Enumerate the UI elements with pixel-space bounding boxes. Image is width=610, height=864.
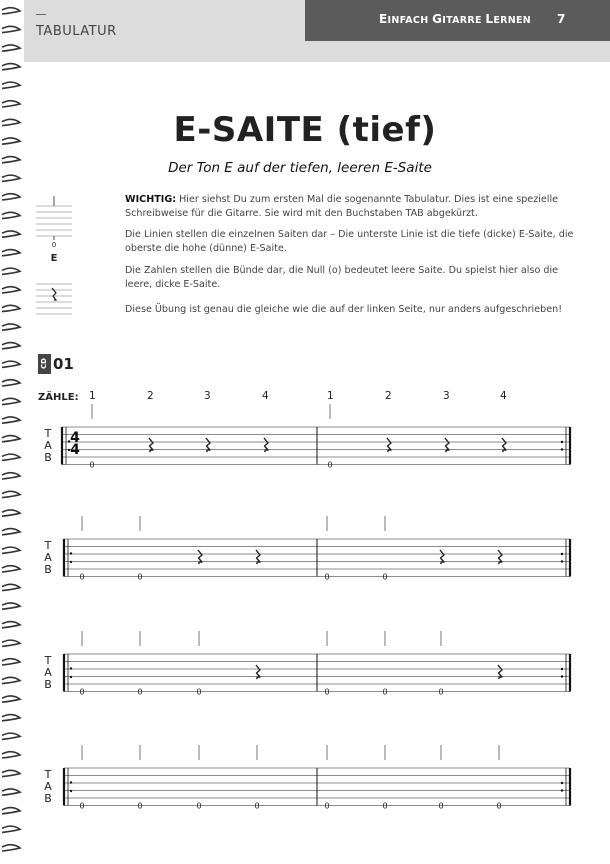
fret-number: 0: [196, 801, 202, 811]
rest-symbol: [502, 438, 506, 452]
tab-clef-letter: B: [44, 451, 52, 464]
count-beat: 1: [89, 390, 96, 402]
tab-system: [44, 745, 570, 811]
repeat-dot: [561, 553, 563, 555]
tab-clef-letter: T: [44, 539, 52, 552]
count-beat: 1: [327, 390, 334, 402]
tab-clef-letter: A: [44, 780, 52, 793]
time-signature-digit: 4: [70, 430, 80, 446]
fret-number: 0: [324, 687, 330, 697]
repeat-dot: [70, 781, 72, 783]
repeat-dot: [70, 790, 72, 792]
tab-clef-letter: A: [44, 666, 52, 679]
rest-symbol: [264, 438, 268, 452]
rest-symbol: [206, 438, 210, 452]
track-number: 01: [53, 355, 74, 373]
count-beat: 2: [385, 390, 392, 402]
lesson-title: E-SAITE (tief): [173, 110, 437, 150]
tab-system: [44, 516, 570, 582]
repeat-dot: [561, 441, 563, 443]
fret-number: 0: [254, 801, 260, 811]
repeat-dot: [70, 667, 72, 669]
rest-symbol: [498, 550, 502, 564]
paragraph-important: WICHTIG: Hier siehst Du zum ersten Mal die sogenannte Tabulatur. Dies ist eine spezielle Schreibweise für die Gitarre. Sie wird mit den Buchstaben TAB abgekürzt.: [125, 194, 559, 219]
repeat-dot: [561, 448, 563, 450]
tab-clef-letter: T: [44, 768, 52, 781]
tab-clef-letter: T: [44, 427, 52, 440]
rest-symbol: [498, 665, 502, 679]
fret-number: 0: [438, 801, 444, 811]
fret-number: 0: [324, 572, 330, 582]
lesson-subtitle: Der Ton E auf der tiefen, leeren E-Saite: [168, 160, 432, 176]
fret-number: 0: [382, 572, 388, 582]
fret-number: 0: [382, 801, 388, 811]
mini-note-name: E: [50, 253, 58, 264]
fret-number: 0: [79, 687, 85, 697]
rest-symbol: [256, 665, 260, 679]
fret-number: 0: [496, 801, 502, 811]
rest-symbol: [256, 550, 260, 564]
rest-symbol: [198, 550, 202, 564]
fret-number: 0: [438, 687, 444, 697]
repeat-dot: [561, 789, 563, 791]
repeat-dot: [561, 782, 563, 784]
fret-number: 0: [137, 572, 143, 582]
rest-symbol: [149, 438, 153, 452]
mini-fret: 0: [51, 241, 57, 249]
page-number: 7: [557, 12, 566, 26]
repeat-dot: [70, 561, 72, 563]
fret-number: 0: [137, 801, 143, 811]
tab-clef-letter: A: [44, 551, 52, 564]
count-beat: 3: [443, 390, 450, 402]
book-title: EINFACH GITARRE LERNEN: [379, 12, 532, 26]
rest-symbol: [445, 438, 449, 452]
count-beat: 4: [262, 390, 269, 402]
time-signature-digit: 4: [70, 442, 80, 458]
repeat-dot: [70, 676, 72, 678]
repeat-dot: [70, 552, 72, 554]
tab-clef-letter: B: [44, 563, 52, 576]
tab-clef-letter: T: [44, 654, 52, 667]
counting-label: ZÄHLE:: [38, 392, 79, 403]
tab-clef-letter: B: [44, 792, 52, 805]
repeat-dot: [561, 560, 563, 562]
tab-clef-letter: A: [44, 439, 52, 452]
fret-number: 0: [137, 687, 143, 697]
rest-symbol: [387, 438, 391, 452]
count-beat: 2: [147, 390, 154, 402]
fret-number: 0: [324, 801, 330, 811]
cd-label: CD: [38, 354, 51, 374]
fret-number: 0: [79, 572, 85, 582]
tab-system: [44, 404, 570, 470]
tab-system: [44, 631, 570, 697]
fret-number: 0: [196, 687, 202, 697]
repeat-dot: [561, 668, 563, 670]
section-title: TABULATUR: [36, 24, 117, 39]
rest-symbol: [440, 550, 444, 564]
paragraph-same-exercise: Diese Übung ist genau die gleiche wie die auf der linken Seite, nur anders aufgeschrieben!: [125, 304, 563, 315]
paragraph-numbers: Die Zahlen stellen die Bünde dar, die Null (o) bedeutet leere Saite. Du spielst hier also die leere, dicke E-Saite.: [125, 265, 559, 290]
fret-number: 0: [89, 460, 95, 470]
important-label: WICHTIG:: [125, 194, 177, 205]
paragraph-lines: Die Linien stellen die einzelnen Saiten dar – Die unterste Linie ist die tiefe (dicke) E-Saite, die oberste die hohe (dünne) E-Saite.: [125, 229, 574, 254]
fret-number: 0: [79, 801, 85, 811]
count-beat: 3: [204, 390, 211, 402]
count-beat: 4: [500, 390, 507, 402]
repeat-dot: [561, 675, 563, 677]
fret-number: 0: [382, 687, 388, 697]
fret-number: 0: [327, 460, 333, 470]
tab-clef-letter: B: [44, 678, 52, 691]
